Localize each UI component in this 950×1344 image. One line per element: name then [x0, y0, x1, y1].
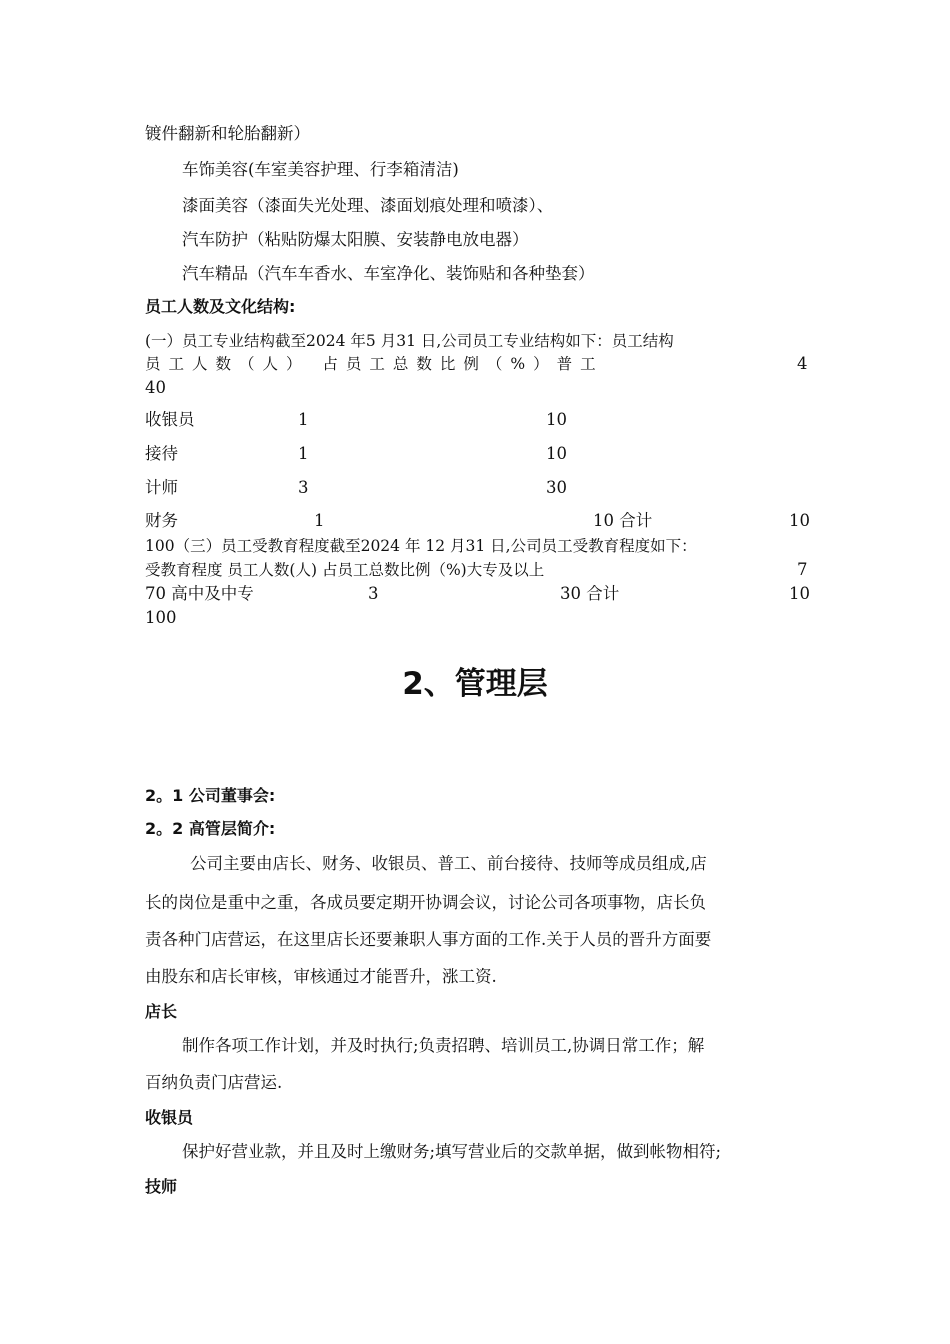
- cashier-title: 收银员: [145, 1108, 194, 1127]
- manager-line-1: 制作各项工作计划，并及时执行;负责招聘、培训员工,协调日常工作；解: [182, 1036, 705, 1055]
- manager-line-2: 百纳负责门店营运.: [145, 1073, 283, 1092]
- row-reception-role: 接待: [145, 444, 178, 463]
- intro-line-5: 汽车精品（汽车车香水、车室净化、装饰贴和各种垫套）: [182, 264, 595, 283]
- education-line-3b: 3: [368, 584, 379, 603]
- intro-line-4: 汽车防护（粘贴防爆太阳膜、安装静电放电器）: [182, 230, 529, 249]
- structure-line-2: 员工人数（人） 占员工总数比例（%）普工: [145, 355, 604, 373]
- education-line-3a: 70 高中及中专: [145, 584, 254, 603]
- manager-title: 店长: [145, 1002, 178, 1021]
- subsection-executives: 2。2 高管层简介:: [145, 819, 276, 838]
- cashier-line: 保护好营业款，并且及时上缴财务;填写营业后的交款单据，做到帐物相符;: [182, 1142, 722, 1161]
- education-line-2-right: 7: [797, 560, 808, 579]
- structure-line-1: (一）员工专业结构截至2024 年5 月31 日,公司员工专业结构如下：员工结构: [145, 332, 674, 350]
- intro-line-1: 镀件翻新和轮胎翻新）: [145, 124, 310, 143]
- education-line-3c: 30 合计: [560, 584, 620, 603]
- row-cashier-count: 1: [298, 410, 309, 429]
- education-line-4: 100: [145, 608, 177, 627]
- row-finance-count: 1: [314, 511, 325, 530]
- structure-line-3: 40: [145, 378, 166, 397]
- subsection-board: 2。1 公司董事会:: [145, 786, 276, 805]
- paragraph-line-3: 责各种门店营运，在这里店长还要兼职人事方面的工作.关于人员的晋升方面要: [145, 930, 712, 949]
- education-line-3d: 10: [789, 584, 810, 603]
- intro-line-3: 漆面美容（漆面失光处理、漆面划痕处理和喷漆）、: [182, 196, 554, 215]
- paragraph-line-4: 由股东和店长审核，审核通过才能晋升，涨工资.: [145, 967, 497, 986]
- paragraph-line-2: 长的岗位是重中之重，各成员要定期开协调会议，讨论公司各项事物，店长负: [145, 893, 706, 912]
- row-tech-count: 3: [298, 478, 309, 497]
- structure-line-2-right: 4: [797, 354, 808, 373]
- section-title: 2、管理层: [402, 666, 548, 702]
- row-reception-pct: 10: [546, 444, 567, 463]
- staff-heading: 员工人数及文化结构:: [145, 297, 296, 316]
- row-finance-total: 10: [789, 511, 810, 530]
- education-line-2: 受教育程度 员工人数(人) 占员工总数比例（%)大专及以上: [145, 561, 545, 579]
- row-finance-role: 财务: [145, 511, 178, 530]
- technician-title: 技师: [145, 1177, 178, 1196]
- intro-line-2: 车饰美容(车室美容护理、行李箱清洁): [182, 160, 459, 179]
- paragraph-line-1: 公司主要由店长、财务、收银员、普工、前台接待、技师等成员组成,店: [190, 854, 707, 873]
- row-tech-pct: 30: [546, 478, 567, 497]
- row-cashier-role: 收银员: [145, 410, 195, 429]
- education-line-1: 100（三）员工受教育程度截至2024 年 12 月31 日,公司员工受教育程度如下：: [145, 537, 697, 555]
- row-tech-role: 计师: [145, 478, 178, 497]
- row-finance-pct-total: 10 合计: [593, 511, 653, 530]
- row-reception-count: 1: [298, 444, 309, 463]
- row-cashier-pct: 10: [546, 410, 567, 429]
